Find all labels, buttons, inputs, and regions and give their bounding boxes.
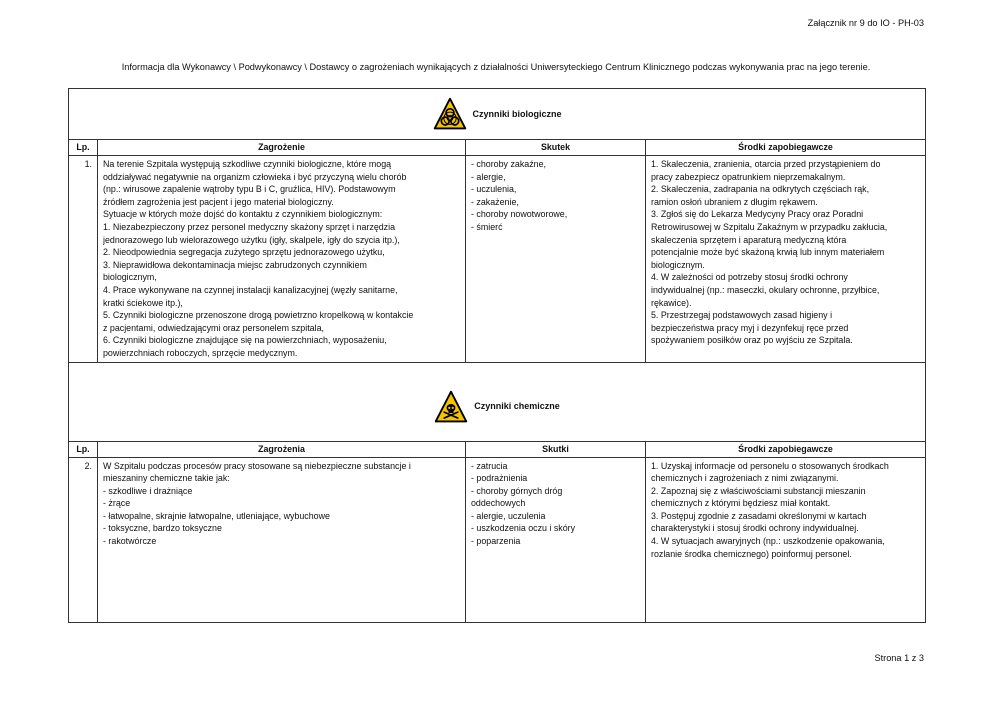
hazard-cell	[98, 156, 466, 363]
section-title: Czynniki chemiczne	[474, 401, 560, 412]
effect-cell	[466, 457, 646, 622]
text-line: 2. Zapoznaj się z właściwościami substancji mieszanin	[651, 485, 866, 496]
text-line: Retrowirusowej w Szpitalu Zakaźnym w przypadku zakłucia,	[651, 221, 888, 232]
text-line: bezpieczeństwa pracy myj i dezynfekuj ręce przed	[651, 322, 849, 333]
text-line: 2. Skaleczenia, zadrapania na odkrytych częściach rąk,	[651, 184, 870, 195]
row-number: 2.	[69, 457, 98, 622]
effect-cell	[466, 156, 646, 363]
text-line: - zatrucia	[471, 460, 508, 471]
text-line: potencjalnie może być skażoną krwią lub innym materiałem	[651, 247, 885, 258]
text-line: z pacjentami, odwiedzającymi oraz personelem szpitala,	[103, 322, 324, 333]
column-header-effect: Skutek	[466, 140, 646, 156]
text-line: chemicznych z którymi będziesz miał kontakt.	[651, 498, 831, 509]
text-line: (np.: wirusowe zapalenie wątroby typu B i C, gruźlica, HIV). Podstawowym	[103, 184, 396, 195]
text-line: Na terenie Szpitala występują szkodliwe czynniki biologiczne, które mogą	[103, 159, 392, 169]
section-title: Czynniki biologiczne	[472, 108, 562, 119]
text-line: - rakotwórcze	[103, 536, 157, 547]
hazard-table	[68, 88, 926, 623]
text-line: 4. W zależności od potrzeby stosuj środki ochrony	[651, 272, 848, 283]
text-line: biologicznym.	[651, 259, 705, 270]
text-line: 5. Przestrzegaj podstawowych zasad higieny i	[651, 310, 833, 321]
text-line: 6. Czynniki biologiczne znajdujące się na powierzchniach, wyposażeniu,	[103, 335, 387, 346]
text-line: - szkodliwe i drażniące	[103, 485, 193, 496]
text-line: biologicznym,	[103, 272, 157, 283]
text-line: rękawice).	[651, 297, 692, 308]
biohazard-warning-icon	[433, 97, 467, 131]
text-line: - choroby górnych dróg	[471, 485, 563, 496]
column-header-measures: Środki zapobiegawcze	[646, 140, 926, 156]
section-banner-biological	[69, 89, 926, 140]
text-line: ramion osłoń ubraniem z długim rękawem.	[651, 196, 818, 207]
text-line: 1. Uzyskaj informacje od personelu o stosowanych środkach	[651, 460, 889, 471]
text-line: 1. Skaleczenia, zranienia, otarcia przed przystąpieniem do	[651, 159, 881, 169]
text-line: oddziaływać negatywnie na organizm człowieka i być przyczyną wielu chorób	[103, 171, 407, 182]
text-line: pracy zabezpiecz opatrunkiem nieprzemakalnym.	[651, 171, 846, 182]
hazard-cell	[98, 457, 466, 622]
intro-text: Informacja dla Wykonawcy \ Podwykonawcy \ Dostawcy o zagrożeniach wynikających z działalności Uniwersyteckiego Centrum Klinicznego podczas wykonywania prac na jego terenie.	[121, 62, 871, 72]
text-line: 4. Prace wykonywane na czynnej instalacji kanalizacyjnej (węzły sanitarne,	[103, 284, 398, 295]
text-line: W Szpitalu podczas procesów pracy stosowane są niebezpieczne substancje i	[103, 460, 411, 471]
attachment-label: Załącznik nr 9 do IO - PH-03	[807, 18, 924, 28]
text-line: rozlanie środka chemicznego) poinformuj personel.	[651, 548, 852, 559]
text-line: jednorazowego lub wielorazowego użytku (igły, skalpele, igły do szycia itp.),	[103, 234, 400, 245]
column-header-hazard: Zagrożenia	[98, 441, 466, 457]
text-line: - choroby nowotworowe,	[471, 209, 568, 220]
text-line: 3. Zgłoś się do Lekarza Medycyny Pracy oraz Poradni	[651, 209, 864, 220]
measures-cell	[646, 457, 926, 622]
table-row	[69, 156, 926, 363]
text-line: Sytuacje w których może dojść do kontaktu z czynnikiem biologicznym:	[103, 209, 383, 220]
text-line: 4. W sytuacjach awaryjnych (np.: uszkodzenie opakowania,	[651, 536, 885, 547]
text-line: - toksyczne, bardzo toksyczne	[103, 523, 222, 534]
text-line: 1. Niezabezpieczony przez personel medyczny skażony sprzęt i narzędzia	[103, 221, 396, 232]
row-number: 1.	[69, 156, 98, 363]
text-line: skaleczenia sprzętem i aparaturą medyczną która	[651, 234, 847, 245]
text-line: spożywaniem posiłków oraz po wyjściu ze Szpitala.	[651, 335, 853, 346]
text-line: 5. Czynniki biologiczne przenoszone drogą powietrzno kropelkową w kontakcie	[103, 310, 414, 321]
text-line: - łatwopalne, skrajnie łatwopalne, utleniające, wybuchowe	[103, 510, 330, 521]
text-line: - choroby zakaźne,	[471, 159, 546, 169]
text-line: - zakażenie,	[471, 196, 519, 207]
text-line: - alergie, uczulenia	[471, 510, 546, 521]
text-line: powierzchniach roboczych, sprzęcie medycznym.	[103, 347, 298, 358]
text-line: charakterystyki i stosuj środki ochrony indywidualnej.	[651, 523, 859, 534]
toxic-skull-warning-icon	[434, 390, 468, 424]
text-line: - poparzenia	[471, 536, 521, 547]
column-header-measures: Środki zapobiegawcze	[646, 441, 926, 457]
column-header-lp: Lp.	[69, 441, 98, 457]
text-line: kratki ściekowe itp.),	[103, 297, 183, 308]
text-line: chemicznych i zagrożeniach z nimi związanymi.	[651, 473, 839, 484]
text-line: 3. Postępuj zgodnie z zasadami określonymi w kartach	[651, 510, 867, 521]
text-line: 2. Nieodpowiednia segregacja zużytego sprzętu jednorazowego użytku,	[103, 247, 385, 258]
text-line: - podrażnienia	[471, 473, 528, 484]
text-line: mieszaniny chemiczne takie jak:	[103, 473, 230, 484]
section-banner-chemical	[69, 362, 926, 441]
table-row	[69, 457, 926, 622]
text-line: - alergie,	[471, 171, 506, 182]
table-header-row	[69, 441, 926, 457]
text-line: - uczulenia,	[471, 184, 517, 195]
text-line: źródłem zagrożenia jest pacjent i jego materiał biologiczny.	[103, 196, 334, 207]
column-header-effect: Skutki	[466, 441, 646, 457]
text-line: - żrące	[103, 498, 131, 509]
page-number: Strona 1 z 3	[874, 653, 924, 663]
column-header-hazard: Zagrożenie	[98, 140, 466, 156]
text-line: - śmierć	[471, 221, 503, 232]
text-line: - uszkodzenia oczu i skóry	[471, 523, 576, 534]
column-header-lp: Lp.	[69, 140, 98, 156]
text-line: oddechowych	[471, 498, 526, 509]
table-header-row	[69, 140, 926, 156]
measures-cell	[646, 156, 926, 363]
text-line: indywidualnej (np.: maseczki, okulary ochronne, przyłbice,	[651, 284, 880, 295]
text-line: 3. Nieprawidłowa dekontaminacja miejsc zabrudzonych czynnikiem	[103, 259, 367, 270]
